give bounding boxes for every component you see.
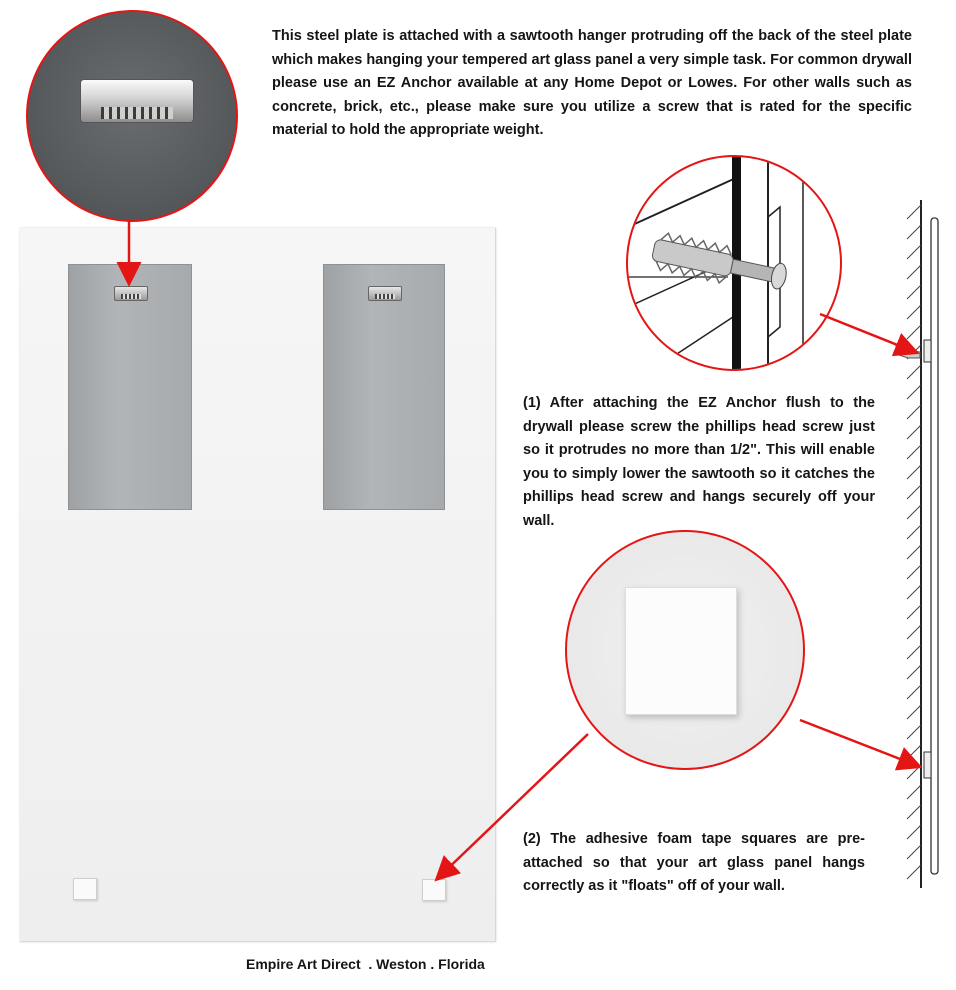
foam-profile <box>924 752 931 778</box>
step-1-instructions: (1) After attaching the EZ Anchor flush to the drywall please screw the phillips head screw just so it protrudes no more than 1/2". This will enable you to simply lower the sawtooth so it catches the phillips head screw and hangs securely off your wall. <box>523 395 875 529</box>
screw-profile <box>896 346 920 358</box>
glass-panel-profile <box>931 218 938 874</box>
plate-profile <box>924 340 931 362</box>
callout-arrow-screw <box>820 314 915 352</box>
intro-instructions: This steel plate is attached with a sawtooth hanger protruding off the back of the steel plate which makes hanging your tempered art glass panel a very simple task. For common drywall please use an EZ Anchor available at any Home Depot or Lowes. For other walls such as concrete, brick, etc., please make sure you utilize a screw that is rated for the specific material to hold the appropriate weight. <box>272 28 912 138</box>
wall-hatch-icon <box>907 200 921 888</box>
step-2-instructions: (2) The adhesive foam tape squares are pre-attached so that your art glass panel hangs correctly as it "floats" off of your wall. <box>523 831 865 894</box>
footer-company: Empire Art Direct . Weston . Florida <box>246 956 485 972</box>
callout-arrow-foam-wall <box>800 720 918 766</box>
